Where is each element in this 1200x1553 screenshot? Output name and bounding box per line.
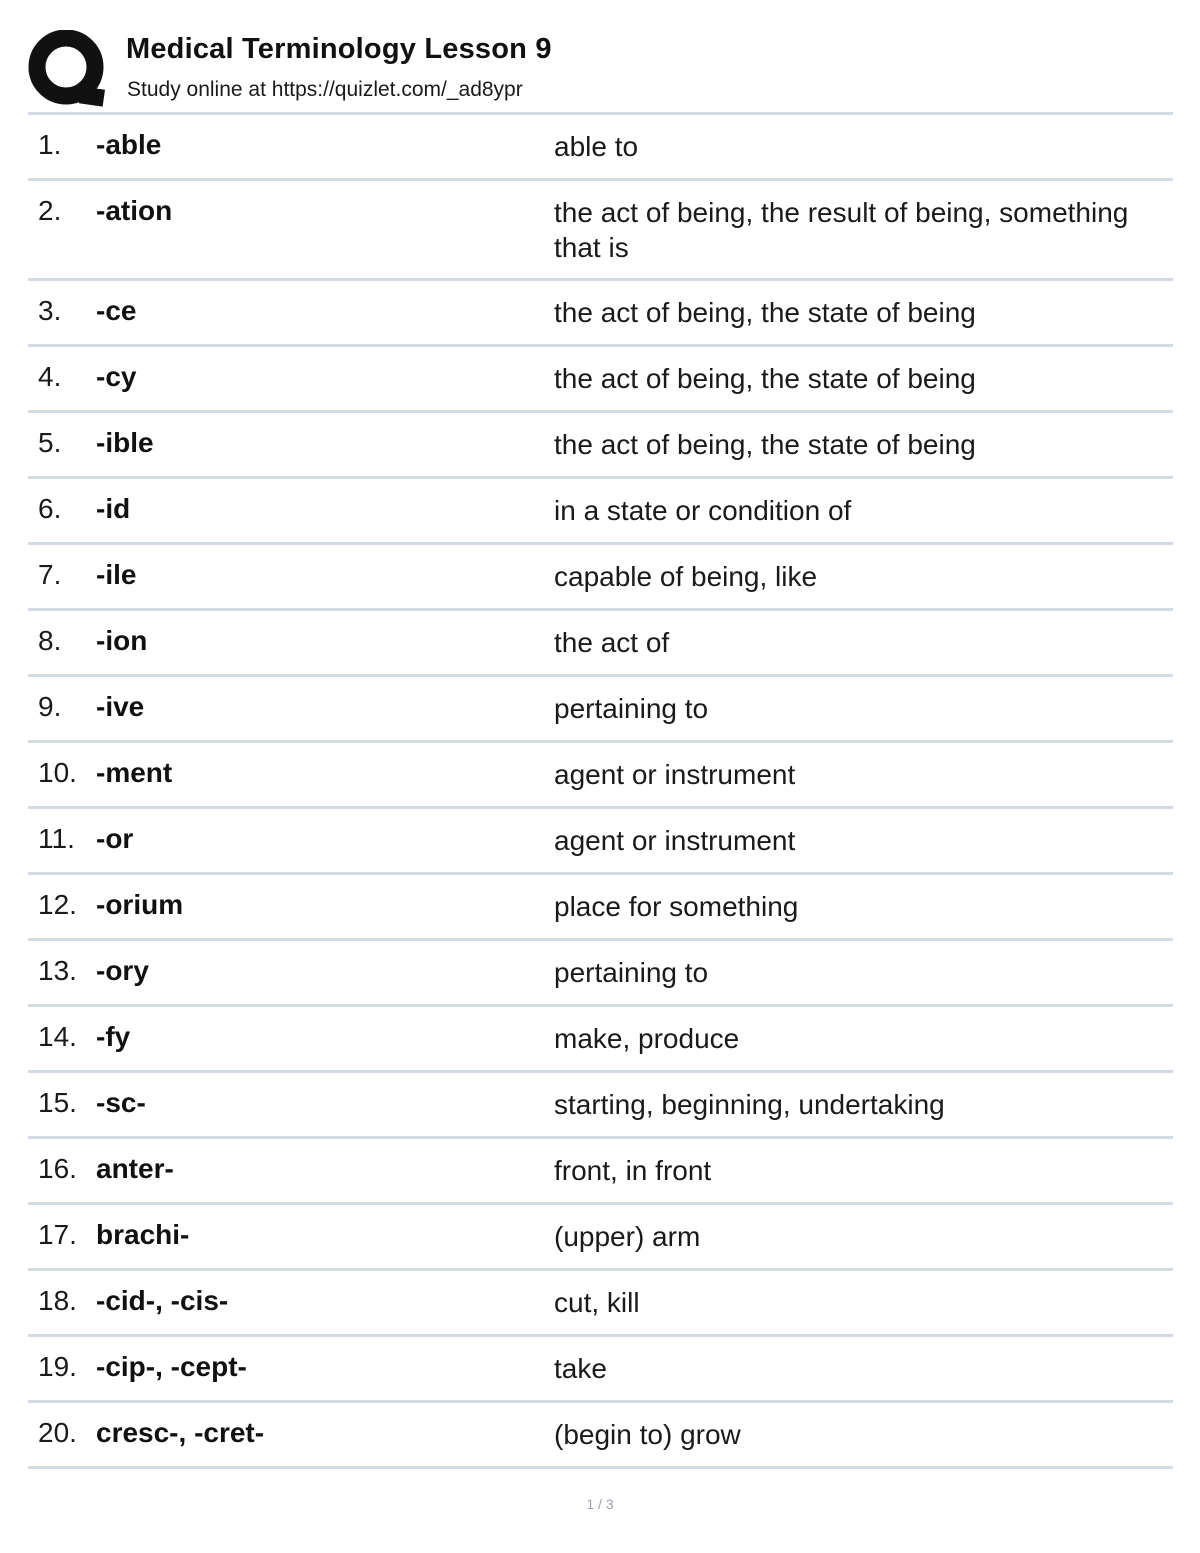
study-online-link[interactable]: Study online at https://quizlet.com/_ad8ypr	[127, 78, 523, 101]
term-text: -fy	[96, 1021, 131, 1052]
term-number: 20.	[38, 1417, 77, 1448]
page-header	[0, 0, 1200, 112]
term-row	[28, 875, 1173, 941]
term-text: cresc-, -cret-	[96, 1417, 265, 1448]
term-number: 4.	[38, 361, 62, 392]
term-definition: the act of being, the state of being	[554, 297, 976, 328]
term-row	[28, 1073, 1173, 1139]
term-text: -orium	[96, 889, 184, 920]
quizlet-logo-icon	[28, 30, 108, 108]
term-text: -able	[96, 129, 162, 160]
term-row	[28, 115, 1173, 181]
page-title: Medical Terminology Lesson 9	[126, 33, 552, 65]
page-indicator: 1 / 3	[586, 1496, 614, 1512]
term-row	[28, 941, 1173, 1007]
term-text: brachi-	[96, 1219, 190, 1250]
term-definition: place for something	[554, 891, 799, 922]
term-row	[28, 1271, 1173, 1337]
term-row	[28, 181, 1173, 281]
term-definition: (upper) arm	[554, 1221, 701, 1252]
term-definition: front, in front	[554, 1155, 712, 1186]
term-text: anter-	[96, 1153, 174, 1184]
term-text: -cid-, -cis-	[96, 1285, 229, 1316]
term-definition: the act of being, the state of being	[554, 429, 976, 460]
term-definition: the act of	[554, 627, 670, 658]
term-text: -cy	[96, 361, 137, 392]
term-definition: capable of being, like	[554, 561, 818, 592]
term-definition: pertaining to	[554, 693, 709, 724]
term-row	[28, 743, 1173, 809]
term-number: 5.	[38, 427, 62, 458]
term-row	[28, 545, 1173, 611]
term-definition: agent or instrument	[554, 759, 796, 790]
term-number: 7.	[38, 559, 62, 590]
term-text: -cip-, -cept-	[96, 1351, 247, 1382]
term-number: 11.	[38, 823, 75, 854]
term-row	[28, 677, 1173, 743]
term-row	[28, 281, 1173, 347]
term-text: -ment	[96, 757, 173, 788]
term-text: -ible	[96, 427, 154, 458]
term-number: 9.	[38, 691, 62, 722]
term-definition: pertaining to	[554, 957, 709, 988]
term-number: 18.	[38, 1285, 77, 1316]
term-row	[28, 1205, 1173, 1271]
term-number: 17.	[38, 1219, 77, 1250]
term-row	[28, 611, 1173, 677]
term-definition: the act of being, the state of being	[554, 363, 976, 394]
term-row	[28, 1403, 1173, 1469]
term-definition: cut, kill	[554, 1287, 640, 1318]
term-text: -ion	[96, 625, 148, 656]
term-definition: agent or instrument	[554, 825, 796, 856]
term-number: 13.	[38, 955, 77, 986]
term-list	[28, 112, 1173, 1469]
term-number: 19.	[38, 1351, 77, 1382]
term-definition: the act of being, the result of being, something that is	[554, 197, 1129, 263]
term-number: 16.	[38, 1153, 77, 1184]
term-text: -id	[96, 493, 131, 524]
term-row	[28, 1337, 1173, 1403]
term-text: -or	[96, 823, 134, 854]
term-number: 1.	[38, 129, 62, 160]
term-number: 3.	[38, 295, 62, 326]
term-number: 6.	[38, 493, 62, 524]
term-row	[28, 479, 1173, 545]
term-text: -ile	[96, 559, 137, 590]
term-text: -ce	[96, 295, 137, 326]
term-row	[28, 413, 1173, 479]
term-definition: able to	[554, 131, 639, 162]
term-text: -sc-	[96, 1087, 146, 1118]
term-number: 8.	[38, 625, 62, 656]
term-text: -ory	[96, 955, 149, 986]
term-definition: take	[554, 1353, 607, 1384]
term-definition: make, produce	[554, 1023, 740, 1054]
term-row	[28, 1139, 1173, 1205]
term-text: -ive	[96, 691, 145, 722]
term-definition: in a state or condition of	[554, 495, 852, 526]
term-number: 2.	[38, 195, 62, 226]
term-definition: (begin to) grow	[554, 1419, 741, 1450]
term-row	[28, 809, 1173, 875]
term-definition: starting, beginning, undertaking	[554, 1089, 945, 1120]
term-number: 12.	[38, 889, 77, 920]
term-number: 14.	[38, 1021, 77, 1052]
term-number: 15.	[38, 1087, 77, 1118]
term-number: 10.	[38, 757, 77, 788]
term-text: -ation	[96, 195, 173, 226]
term-row	[28, 1007, 1173, 1073]
term-row	[28, 347, 1173, 413]
